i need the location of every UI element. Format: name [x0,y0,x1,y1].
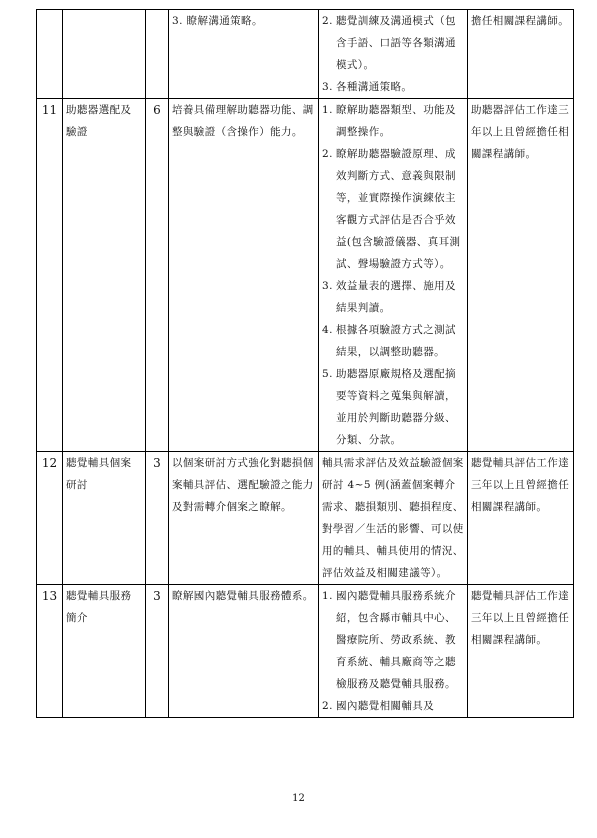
course-hours: 3 [146,452,169,585]
table-row [37,585,574,718]
instructor-qualification: 聽覺輔具評估工作達三年以上且曾經擔任相關課程講師。 [468,452,574,585]
list-item-number: 1. [322,104,333,116]
course-name: 聽覺輔具服務簡介 [63,585,146,718]
list-item-text: 聽覺訓練及溝通模式（包含手語、口語等各類溝通模式）。 [336,15,456,71]
table-row [37,452,574,585]
course-content [319,99,468,452]
content-list [322,10,464,98]
list-item [322,143,464,275]
list-item-text: 根據各項驗證方式之測試結果，以調整助聽器。 [336,324,456,358]
list-item [322,76,464,98]
list-item-text: 瞭解助聽器類型、功能及調整操作。 [336,104,456,138]
course-table [36,9,574,718]
list-item [322,10,464,76]
list-item-number: 1. [322,590,333,602]
course-name [63,10,146,99]
row-number: 13 [37,585,63,718]
course-goal: 以個案研討方式強化對聽損個案輔具評估、選配驗證之能力及對需轉介個案之瞭解。 [169,452,319,585]
list-item [322,695,464,717]
row-number: 12 [37,452,63,585]
list-item [322,363,464,451]
course-content: 輔具需求評估及效益驗證個案研討 4~5 例(涵蓋個案轉介需求、聽損類別、聽損程度、對學習／生活的影響、可以使用的輔具、輔具使用的情況、評估效益及相關建議等）。 [319,452,468,585]
list-item [322,99,464,143]
course-content [319,585,468,718]
table-row [37,99,574,452]
list-item-text: 國內聽覺輔具服務系統介紹，包含縣市輔具中心、醫療院所、勞政系統、教育系統、輔具廠商等之聽檢服務及聽覺輔具服務。 [336,590,456,690]
content-list [322,99,464,451]
content-list [322,585,464,717]
course-name: 助聽器選配及驗證 [63,99,146,452]
list-item-text: 國內聽覺相關輔具及 [336,700,435,712]
list-item [322,319,464,363]
course-name: 聽覺輔具個案研討 [63,452,146,585]
list-item-text: 瞭解助聽器驗證原理、成效判斷方式、意義與限制等，並實際操作演練依主客觀方式評估是否合乎效益(包含驗證儀器、真耳測試、聲場驗證方式等）。 [336,148,461,270]
page-number: 12 [292,793,305,804]
list-item [322,275,464,319]
course-goal: 培養具備理解助聽器功能、調整與驗證（含操作）能力。 [169,99,319,452]
row-number [37,10,63,99]
course-hours: 3 [146,585,169,718]
list-item [322,585,464,695]
list-item-text: 各種溝通策略。 [336,81,413,93]
course-content [319,10,468,99]
list-item-number: 2. [322,148,333,160]
course-goal: 3. 瞭解溝通策略。 [169,10,319,99]
instructor-qualification: 聽覺輔具評估工作達三年以上且曾經擔任相關課程講師。 [468,585,574,718]
instructor-qualification: 擔任相關課程講師。 [468,10,574,99]
list-item-number: 3. [322,81,333,93]
course-hours [146,10,169,99]
list-item-number: 3. [322,280,333,292]
list-item-number: 2. [322,15,333,27]
list-item-number: 2. [322,700,333,712]
instructor-qualification: 助聽器評估工作達三年以上且曾經擔任相關課程講師。 [468,99,574,452]
row-number: 11 [37,99,63,452]
course-goal: 瞭解國內聽覺輔具服務體系。 [169,585,319,718]
list-item-text: 助聽器原廠規格及選配摘要等資料之蒐集與解讀，並用於判斷助聽器分級、分類、分款。 [336,368,456,446]
course-hours: 6 [146,99,169,452]
list-item-number: 4. [322,324,333,336]
list-item-text: 效益量表的選擇、施用及結果判讀。 [336,280,456,314]
table-row [37,10,574,99]
list-item-number: 5. [322,368,333,380]
